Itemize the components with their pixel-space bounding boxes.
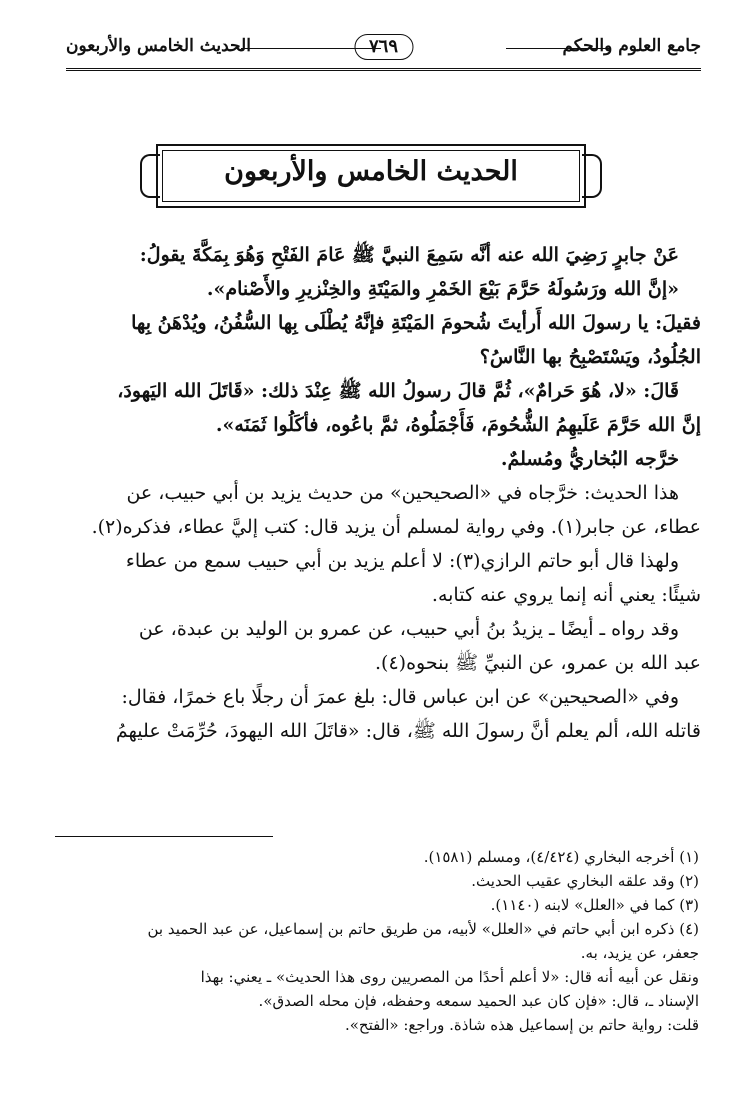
footnote-4-continuation: الإسناد ـ، قال: «فإن كان عبد الحميد سمعه وحفظه، فإن محله الصدق». — [258, 992, 699, 1010]
header-rule — [66, 68, 701, 71]
hadith-line: قَالَ: «لا، هُوَ حَرامٌ»، ثُمَّ قالَ رسولُ الله ﷺ عِنْدَ ذلك: «قَاتَلَ الله اليَهودَ، — [117, 380, 679, 402]
hadith-line: «إنَّ الله ورَسُولَهُ حَرَّمَ بَيْعَ الخَمْرِ والمَيْتَةِ والخِنْزيرِ والأَصْنام». — [206, 278, 679, 300]
footnote-1: (١) أخرجه البخاري (٤/٤٢٤)، ومسلم (١٥٨١). — [423, 848, 699, 866]
running-header — [66, 30, 701, 70]
hadith-line: إنَّ الله حَرَّمَ عَلَيهِمُ الشُّحُومَ، فَأَجْمَلُوهُ، ثمَّ باعُوه، فأكَلُوا ثَمَنَه». — [215, 414, 701, 436]
footnote-2: (٢) وقد علقه البخاري عقيب الحديث. — [471, 872, 699, 890]
hadith-source-line: خرَّجه البُخاريُّ ومُسلمٌ. — [500, 448, 679, 470]
footnote-3: (٣) كما في «العلل» لابنه (١١٤٠). — [490, 896, 699, 914]
header-chapter-title: الحديث الخامس والأربعون — [66, 36, 251, 56]
commentary-line: قاتله الله، ألم يعلم أنَّ رسولَ الله ﷺ، قال: «قاتَلَ الله اليهودَ، حُرِّمَتْ عليهمُ — [115, 720, 701, 742]
header-page-number: ٧٦٩ — [354, 34, 413, 60]
commentary-line: ولهذا قال أبو حاتم الرازي(٣): لا أعلم يزيد بن أبي حبيب سمع من عطاء — [125, 550, 679, 572]
footnote-4-continuation: ونقل عن أبيه أنه قال: «لا أعلم أحدًا من المصريين روى هذا الحديث» ـ يعني: بهذا — [200, 968, 699, 986]
commentary-line: شيئًا: يعني أنه إنما يروي عنه كتابه. — [431, 584, 701, 606]
section-title-frame — [140, 144, 602, 208]
main-text — [56, 238, 701, 748]
footnote-4-continuation: قلت: رواية حاتم بن إسماعيل هذه شاذة. وراجع: «الفتح». — [344, 1016, 699, 1034]
header-book-title: جامع العلوم والحكم — [562, 36, 701, 56]
footnote-4-continuation: جعفر، عن يزيد، به. — [580, 944, 699, 962]
hadith-line: فقيلَ: يا رسولَ الله أَرأيتَ شُحومَ المَيْتَةِ فإنَّهُ يُطْلَى بِها السُّفُنُ، ويُدْهَنُ بِها — [131, 312, 701, 334]
footnote-separator — [55, 836, 273, 837]
commentary-line: وقد رواه ـ أيضًا ـ يزيدُ بنُ أبي حبيب، عن عمرو بن الوليد بن عبدة، عن — [138, 618, 679, 640]
footnotes — [52, 845, 699, 1037]
footnote-4: (٤) ذكره ابن أبي حاتم في «العلل» لأبيه، من طريق حاتم بن إسماعيل، عن عبد الحميد بن — [147, 920, 699, 938]
commentary-line: وفي «الصحيحين» عن ابن عباس قال: بلغ عمرَ أن رجلًا باع خمرًا، فقال: — [121, 686, 679, 708]
commentary-line: هذا الحديث: خرَّجاه في «الصحيحين» من حديث يزيد بن أبي حبيب، عن — [126, 482, 679, 504]
hadith-line: عَنْ جابرٍ رَضِيَ الله عنه أنَّه سَمِعَ النبيَّ ﷺ عَامَ الفَتْحِ وَهُوَ بِمَكَّةَ يقولُ: — [139, 244, 679, 266]
header-dash-left — [241, 48, 381, 49]
header-dash-right — [506, 48, 611, 49]
hadith-line: الجُلُودُ، ويَسْتَصْبِحُ بها النَّاسُ؟ — [479, 346, 701, 368]
commentary-line: عطاء، عن جابر(١). وفي رواية لمسلم أن يزيد قال: كتب إليَّ عطاء، فذكره(٢). — [91, 516, 701, 538]
section-title: الحديث الخامس والأربعون — [224, 156, 518, 187]
commentary-line: عبد الله بن عمرو، عن النبيِّ ﷺ بنحوه(٤). — [375, 652, 701, 674]
